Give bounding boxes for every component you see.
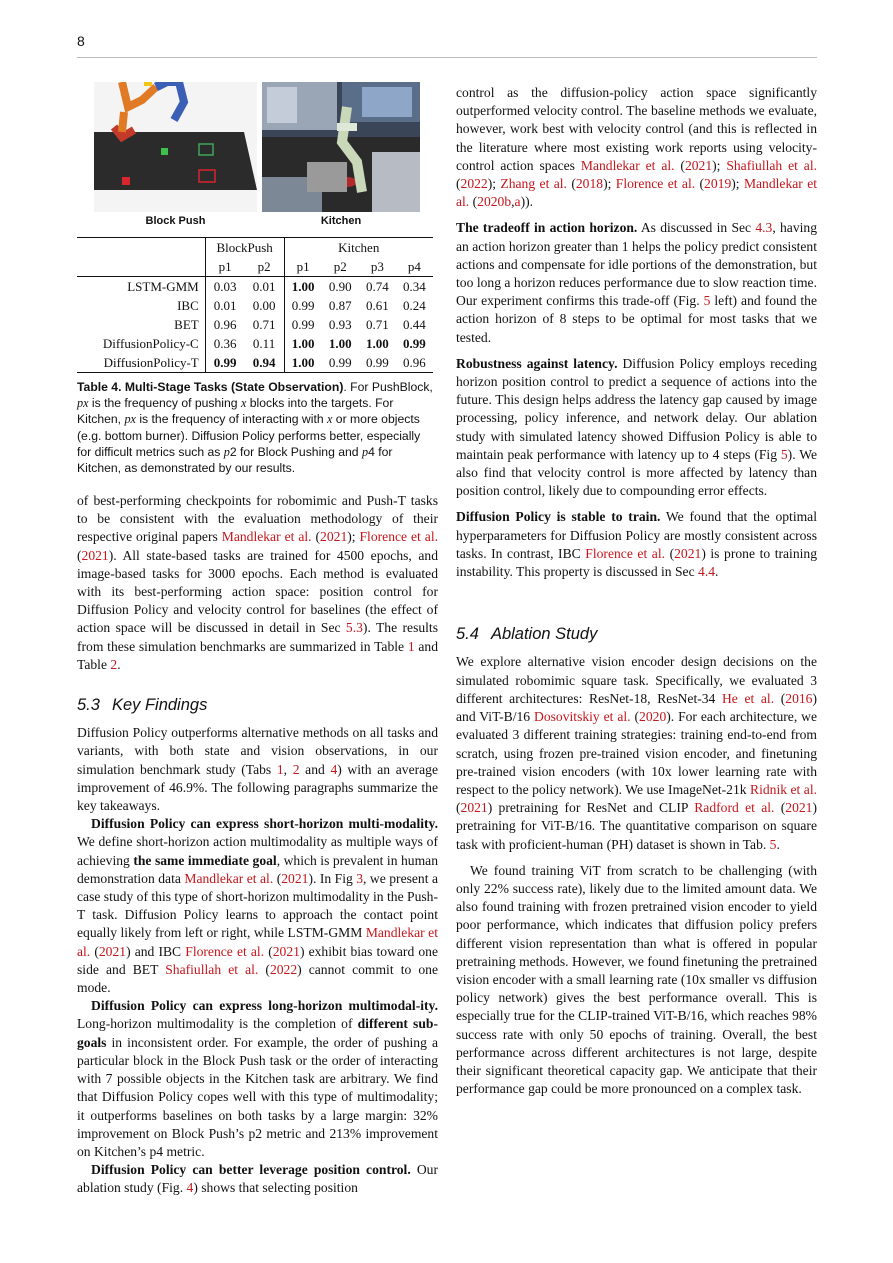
row-name: LSTM-GMM (77, 277, 205, 297)
left-column (77, 492, 438, 1198)
table-cell: 0.24 (403, 297, 426, 313)
citation-link[interactable]: 2018 (575, 176, 604, 192)
row-name: IBC (177, 297, 199, 313)
citation-link[interactable]: 2021 (281, 870, 309, 886)
table-cell: 0.71 (365, 316, 389, 332)
paragraph: Diffusion Policy is stable to train. We found that the optimal hyperparameters for Diffusion Policy are mostly consistent across tasks. In contrast, IBC Florence et al. (2021) is prone to training instability. This property is discussed in Sec 4.4. (456, 509, 817, 580)
table-cell: 1.00 (365, 335, 389, 351)
group-header-kitchen: Kitchen (284, 238, 433, 258)
page-number: 8 (77, 33, 85, 49)
citation-link[interactable]: 2022 (460, 176, 488, 192)
table-cell: 0.94 (245, 353, 284, 373)
citation-link[interactable]: Zhang et al. (500, 176, 567, 192)
citation-link[interactable]: Mandlekar et al. (77, 925, 438, 959)
citation-link[interactable]: 2021 (684, 157, 713, 173)
paragraph: The tradeoff in action horizon. As discussed in Sec 4.3, having an action horizon greater than 1 helps the policy predict consistent actions and compensate for idle portions of the demonstration, but too long a horizon reduces performance due to slow reaction time. Our experiment confirms this trade-off (Fig. 5 left) and found the action horizon of 8 steps to be optimal for most tasks that we tested. (456, 220, 818, 345)
citation-link[interactable]: Florence et al. (359, 529, 438, 545)
paragraph: Diffusion Policy outperforms alternative methods on all tasks and variants, with both state and vision observations, in our simulation benchmark study (Tabs 1, 2 and 4) with an average improvement of 46.9%. The following paragraphs summarize the key takeaways. (77, 725, 438, 814)
citation-link[interactable]: Florence et al. (615, 176, 696, 192)
paragraph: We found training ViT from scratch to be challenging (with only 22% success rate), likely due to the limited amount data. We also found training with frozen pretrained vision encoder to yield poor performance, which indicates that diffusion policy prefers different vision representation than what is offered in popular pretraining methods. However, we found finetuning the pretrained vision encoder with a small learning rate (10x smaller vs diffusion policy network) gives the best performance overall. This is especially true for the CLIP-trained ViT-B/16, which reaches 98% success rate with only 50 epochs of training. Overall, the best performance across different architectures is not large, despite their significant theoretical capacity gap. We anticipate that their performance gap could be more pronounced on a complex task. (456, 862, 817, 1097)
table-link[interactable]: 1 (407, 638, 415, 654)
figure-label-kitchen: Kitchen (320, 215, 362, 227)
table-cell: 0.03 (205, 277, 244, 297)
header-rule (77, 57, 817, 58)
citation-link[interactable]: 2021 (785, 800, 813, 816)
section-link[interactable]: 5.3 (345, 620, 363, 636)
citation-link[interactable]: Shafiullah et al. (165, 961, 259, 977)
row-name: DiffusionPolicy-T (77, 353, 205, 373)
table-cell: 0.96 (205, 315, 244, 334)
table-row (77, 353, 433, 373)
table-cell: 0.44 (403, 316, 426, 332)
table-cell: 0.01 (205, 296, 244, 315)
section-link[interactable]: 4.4 (698, 564, 716, 580)
citation-link[interactable]: Radford et al. (694, 800, 775, 816)
citation-link[interactable]: Mandlekar et al. (456, 176, 818, 210)
figure-link[interactable]: 4 (186, 1180, 194, 1196)
citation-link[interactable]: Mandlekar et al. (184, 870, 274, 886)
citation-link[interactable]: 2021 (320, 529, 348, 545)
paragraph: of best-performing checkpoints for robomimic and Push-T tasks to be consistent with the evaluation methodology of their respective original papers Mandlekar et al. (2021); Florence et al. (2021). All state-based tasks are trained for 4500 epochs, and image-based tasks for 3000 epochs. Each method is evaluated with its best-performing action space: position control for Diffusion Policy and velocity control for baselines (the effect of action space will be discussed in detail in Sec 5.3). The results from these simulation benchmarks are summarized in Table 1 and Table 2. (77, 493, 439, 672)
table-cell: 0.61 (365, 297, 389, 313)
col-header: p1 (284, 257, 322, 277)
table-cell: 0.00 (252, 297, 276, 313)
paragraph: Diffusion Policy can express short-horizon multi-modality. We define short-horizon action multimodality as multiple ways of achieving the same immediate goal, which is prevalent in human demonstration data Mandlekar et al. (2021). In Fig 3, we present a case study of this type of short-horizon multimodality in the Push-T task. Diffusion Policy learns to approach the contact point equally likely from left or right, while LSTM-GMM Mandlekar et al. (2021) and IBC Florence et al. (2021) exhibit bias toward one side and BET Shafiullah et al. (2022) cannot commit to one mode. (77, 816, 439, 996)
table-cell: 0.71 (252, 316, 276, 332)
table-cell: 0.11 (252, 335, 276, 351)
paragraph: Diffusion Policy can better leverage position control. Our ablation study (Fig. 4) shows that selecting position (77, 1162, 438, 1196)
table-caption-title: Table 4. Multi-Stage Tasks (State Observation) (77, 380, 344, 394)
table-caption: Table 4. Multi-Stage Tasks (State Observation). For PushBlock, px is the frequency of pushing x blocks into the targets. For Kitchen, px is the frequency of interacting with x or more objects (e.g. bottom burner). Diffusion Policy performs better, especially for difficult metrics such as p2 for Block Pushing and p4 for Kitchen, as demonstrated by our results. (77, 380, 433, 476)
citation-link[interactable]: Florence et al. (585, 545, 666, 561)
table-cell: 0.36 (205, 334, 244, 353)
table-cell: 0.01 (245, 277, 284, 297)
col-header: p2 (257, 258, 271, 274)
citation-link[interactable]: 2021 (98, 943, 127, 959)
col-header: p3 (370, 258, 384, 274)
paragraph: We explore alternative vision encoder design decisions on the simulated robomimic square task. Specifically, we evaluated 3 different architectures: ResNet-18, ResNet-34 He et al. (2016) and ViT-B/16 Dosovitskiy et al. (2020). For each architecture, we evaluated 3 different training strategies: training end-to-end from scratch, using frozen pre-trained vision encoder, and finetuning pre-trained vision encoders (with 10x lower learning rate with respect to the policy network). We use ImageNet-21k Ridnik et al. (2021) pretraining for ResNet and CLIP Radford et al. (2021) pretraining for ViT-B/16. The quantitative comparison on square task with proficient-human (PH) dataset is shown in Tab. 5. (456, 654, 817, 852)
table-cell: 0.99 (359, 353, 396, 373)
table-row (77, 315, 433, 334)
table-cell: 1.00 (284, 277, 322, 297)
table-link[interactable]: 1 (276, 761, 284, 777)
table-cell: 0.87 (328, 297, 352, 313)
table-link[interactable]: 5 (769, 836, 777, 852)
table-cell: 0.34 (396, 277, 433, 297)
figure-link[interactable]: 3 (356, 870, 364, 886)
table-row (77, 334, 433, 353)
col-header: p1 (205, 257, 244, 277)
table-cell: 0.99 (205, 353, 244, 373)
table-row (77, 296, 433, 315)
table-link[interactable]: 2 (292, 761, 300, 777)
citation-link[interactable]: 2021 (272, 943, 300, 959)
table-cell: 0.99 (322, 353, 359, 373)
paragraph: control as the diffusion-policy action space significantly outperformed velocity control. The baseline methods we evaluate, however, work best with velocity control (and this is reflected in the literature where most existing work reports using velocity-control action spaces Mandlekar et al. (2021); Shafiullah et al. (2022); Zhang et al. (2018); Florence et al. (2019); Mandlekar et al. (2020b,a)). (456, 85, 818, 210)
table-cell: 0.99 (284, 315, 322, 334)
figure-label-block-push: Block Push (145, 215, 206, 227)
table-cell: 0.99 (403, 335, 426, 351)
table-cell: 1.00 (284, 334, 322, 353)
table-cell: 0.99 (284, 296, 322, 315)
paragraph: Robustness against latency. Diffusion Policy employs receding horizon position control to predict a sequence of actions into the future. This design helps address the latency gap caused by image processing, policy inference, and network delay. Our ablation study with simulated latency showed Diffusion Policy is able to maintain peak performance with latency up to 4 steps (Fig 5). We also find that velocity control is more affected by latency than position control, likely due to compounding error effects. (456, 355, 817, 499)
right-column (456, 84, 817, 1098)
section-heading-key-findings: 5.3 Key Findings (77, 696, 208, 715)
figure-link[interactable]: 5 (703, 293, 711, 309)
paragraph: Diffusion Policy can express long-horizon multimodal-ity. Long-horizon multimodality is the completion of different sub-goals in inconsistent order. For example, the order of pushing a particular block in the Block Push task or the order of interacting with 7 possible objects in the Kitchen task are arbitrary. We find that Diffusion Policy copes well with this type of multimodality; it outperforms baselines on both tasks by a large margin: 32% improvement on Block Push’s p2 metric and 213% improvement on Kitchen’s p4 metric. (77, 998, 438, 1159)
group-header-blockpush: BlockPush (205, 238, 284, 258)
table-link[interactable]: 2 (110, 656, 118, 672)
row-name: DiffusionPolicy-C (102, 335, 199, 351)
citation-link[interactable]: 2021 (460, 800, 488, 816)
citation-link[interactable]: 2020 (639, 709, 667, 725)
citation-link[interactable]: 2022 (269, 961, 298, 977)
table-cell: 0.74 (359, 277, 396, 297)
table-cell: 1.00 (284, 353, 322, 373)
kitchen-scene-icon (262, 82, 420, 212)
citation-link[interactable]: a (514, 194, 521, 210)
citation-link[interactable]: He et al. (721, 690, 775, 706)
col-header: p2 (333, 258, 347, 274)
citation-link[interactable]: 2021 (674, 545, 702, 561)
citation-link[interactable]: 2019 (704, 176, 732, 192)
block-push-image (94, 82, 257, 212)
kitchen-image (262, 82, 420, 212)
figure-link[interactable]: 5 (780, 446, 788, 462)
citation-link[interactable]: Mandlekar et al. (580, 157, 675, 173)
block-push-scene-icon (94, 82, 257, 212)
citation-link[interactable]: Ridnik et al. (750, 781, 817, 797)
citation-link[interactable]: Mandlekar et al. (221, 529, 312, 545)
table-cell: 0.96 (396, 353, 433, 373)
table-row (77, 277, 433, 297)
citation-link[interactable]: 2021 (81, 547, 109, 563)
table-cell: 0.90 (322, 277, 359, 297)
table-link[interactable]: 4 (330, 761, 338, 777)
table-cell: 1.00 (328, 335, 352, 351)
results-table (77, 237, 433, 373)
citation-link[interactable]: Florence et al. (185, 943, 265, 959)
table-cell: 0.93 (328, 316, 352, 332)
citation-link[interactable]: Shafiullah et al. (726, 157, 817, 173)
citation-link[interactable]: Dosovitskiy et al. (534, 709, 631, 725)
col-header: p4 (407, 258, 421, 274)
row-name: BET (174, 316, 199, 332)
citation-link[interactable]: 2016 (785, 690, 813, 706)
section-heading-ablation: 5.4 Ablation Study (456, 625, 598, 644)
citation-link[interactable]: 2020b (477, 194, 512, 210)
section-link[interactable]: 4.3 (755, 220, 773, 236)
